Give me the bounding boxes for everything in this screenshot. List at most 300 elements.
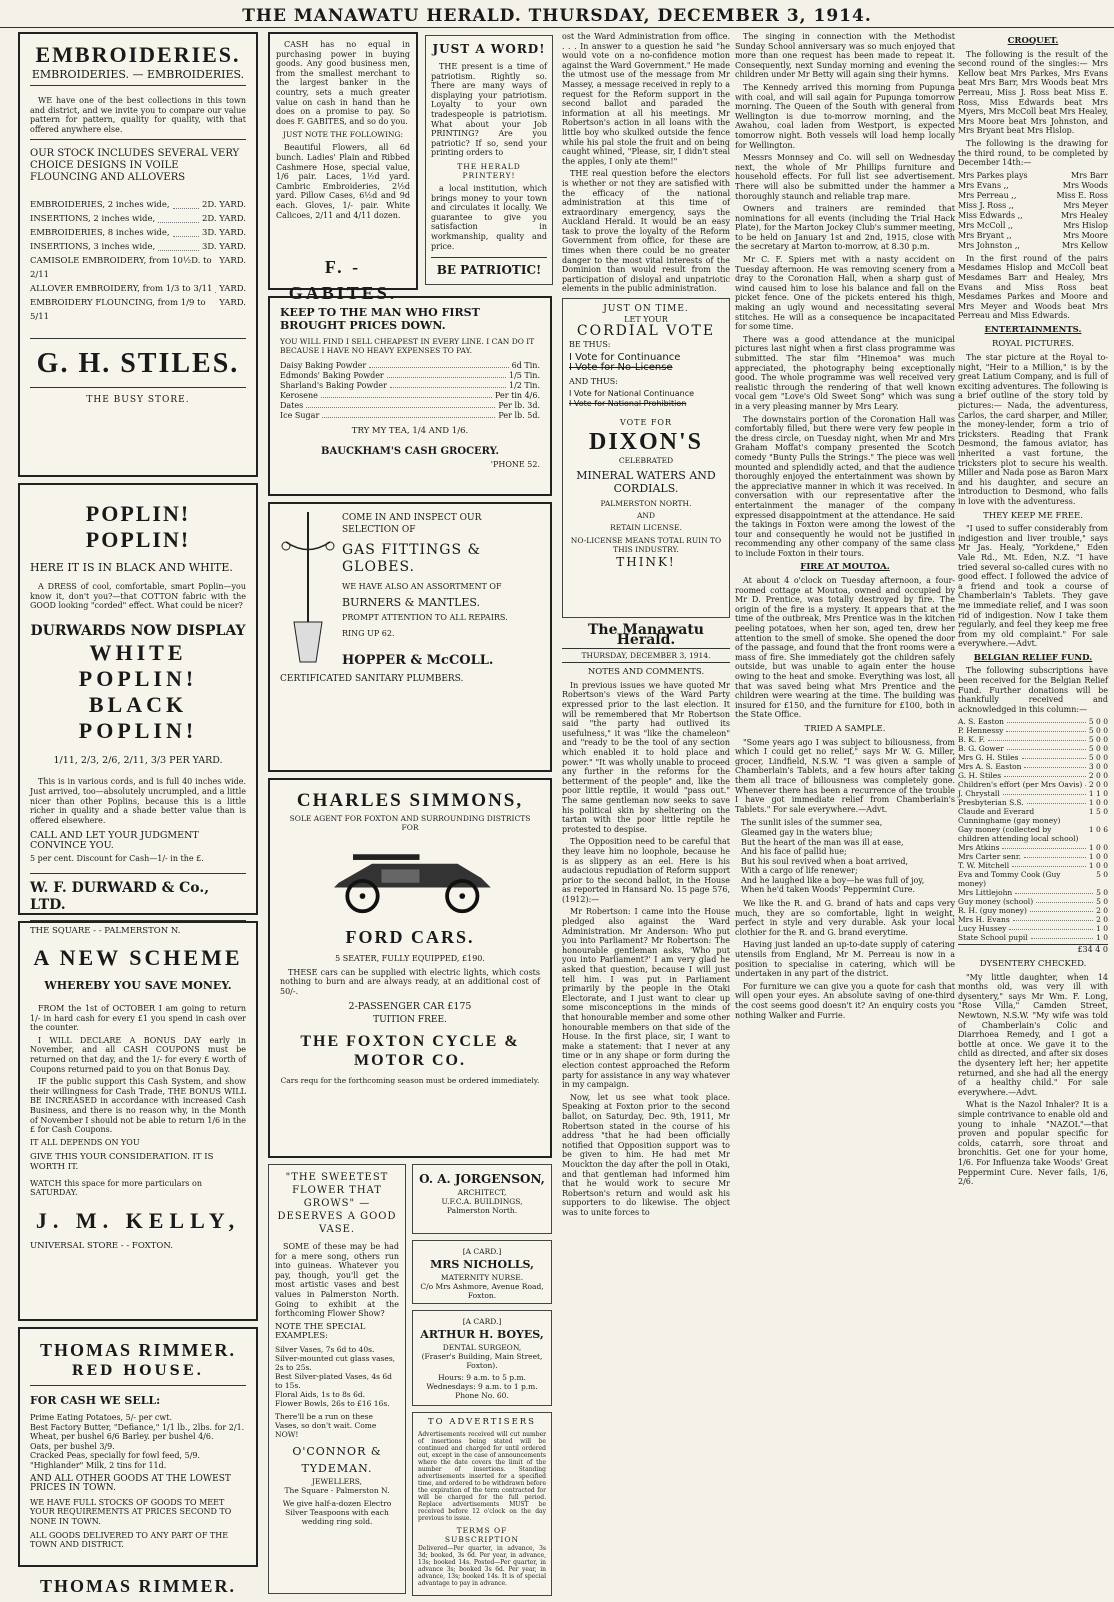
- stiles-item-row: [30, 226, 246, 240]
- simmons-cycle: THE FOXTON CYCLE & MOTOR CO.: [300, 1032, 520, 1069]
- subscription-name: Mrs H. Evans: [958, 915, 1010, 925]
- paper-date: THURSDAY, DECEMBER 3, 1914.: [562, 648, 730, 663]
- stiles-item-value: YARD.: [219, 298, 246, 309]
- durward-title: POPLIN! POPLIN!: [85, 501, 191, 552]
- vote-v2-struck: I Vote for National Prohibition: [569, 398, 687, 408]
- bauckham-item-name: Ice Sugar: [280, 411, 320, 420]
- bauckham-item-name: Edmonds' Baking Powder: [280, 371, 384, 380]
- subscription-row: [958, 933, 1108, 942]
- subscription-value: 2 0: [1096, 906, 1108, 916]
- subscriptions-total: £34 4 0: [958, 944, 1108, 955]
- croquet-p3: In the first round of the pairs Mesdames Hislop and McColl beat Mesdames Barr and Healey, Mrs Evans and Miss Ross beat Mesdames Parkes and Moore and Mrs Meyer and Woods beat Mrs Perreau and Miss Edwards.: [958, 253, 1108, 321]
- croquet-pair: [958, 201, 1108, 211]
- bauckham-tea: TRY MY TEA, 1/4 AND 1/6.: [351, 426, 469, 436]
- local-p5: Mr C. F. Spiers met with a nasty accident on Tuesday afternoon. He was removing scenery from a dray to the Coronation Hall, when a sharp gust of wind caused him to lose his balance and fall on the picket fence. One of the pickets entered his thigh, making an ugly wound and necessitating several stitches. He will as a consequence be incapacitated for some time.: [735, 255, 955, 332]
- bauckham-item-row: [280, 401, 540, 411]
- bauckham-item-value: 1/2 Tin.: [508, 381, 540, 390]
- subscription-value: 2 0 0: [1088, 771, 1108, 781]
- subscription-value: 1 0 0: [1088, 852, 1108, 862]
- subscription-row: [958, 870, 1108, 888]
- subscription-name: Gay money (collected by children attending local school): [958, 825, 1079, 844]
- dixon-vote-ad: [562, 298, 730, 618]
- just-a-word-body: THE present is a time of patriotism. Rightly so. There are many ways of displaying your patriotism. Loyalty to your own tradespeople is patriotism. What about your Job PRINTING? Are you patriotic? If so, send your printing orders to: [431, 62, 547, 158]
- oconnor-note: NOTE THE SPECIAL EXAMPLES:: [275, 1321, 366, 1341]
- local-p10: For furniture we can give you a quote for cash that will open your eyes. An absolute saving of one-third the cost seems good doesn't it? An enquiry costs you nothing Walker and Furrie.: [735, 981, 955, 1020]
- stiles-item-value: 3D. YARD.: [201, 242, 246, 253]
- dixon-retain: RETAIN LICENSE.: [610, 522, 682, 532]
- oconnor-items: [275, 1345, 399, 1408]
- subscription-value: 5 0: [1096, 870, 1108, 880]
- jorgenson-role: ARCHITECT,: [457, 1188, 507, 1197]
- croquet-p1: The following is the result of the second round of the singles:— Mrs Kellow beat Mrs Parkes, Mrs Evans beat Mrs Barr, Mrs Woods beat Mrs Perreau, Miss J. Ross beat Miss E. Ross, Miss Edwards beat Mrs Myers, Mrs McColl beat Mrs Healey, Mrs Moore beat Mrs Johnston, and Mrs Bryant beat Mrs Hislop.: [958, 49, 1108, 136]
- durward-discount: 5 per cent. Discount for Cash—1/- in the £.: [30, 853, 204, 863]
- bauckham-item-name: Dates: [280, 401, 304, 410]
- subscription-title: TERMS OF SUBSCRIPTION: [444, 1525, 520, 1545]
- croquet-player: Miss J. Ross ,,: [958, 200, 1014, 210]
- belgian-body: The following subscriptions have been received for the Belgian Relief Fund. Further donations will be thankfully received and acknowledged in this column:—: [958, 666, 1108, 714]
- hopper-gas: GAS FITTINGS & GLOBES.: [342, 542, 481, 575]
- oconnor-title: "THE SWEETEST FLOWER THAT GROWS" — DESERVES A GOOD VASE.: [277, 1172, 397, 1235]
- bauckham-item-value: Per lb. 5d.: [498, 411, 540, 420]
- column-1: [18, 32, 258, 1596]
- subscription-row: [958, 807, 1108, 825]
- subscription-value: 3 0 0: [1088, 762, 1108, 772]
- oconnor-give: We give half-a-dozen Electro Silver Teaspoons with each wedding ring sold.: [282, 1498, 392, 1526]
- subscription-name: Mrs Atkins: [958, 843, 1000, 853]
- bauckham-item-value: Per tin 4/6.: [494, 391, 540, 400]
- local-p3: Messrs Monnsey and Co. will sell on Wednesday next, the whole of Mr Phillips furniture and household effects. For full list see advertisement. There will also be submitted under the hammer a thoroughly staunch and reliable trap mare.: [735, 153, 955, 201]
- croquet-player: Mrs Perreau ,,: [958, 190, 1017, 200]
- local-p7: The downstairs portion of the Coronation Hall was comfortably filled, but there were very few people in the dress circle, on Tuesday night, when Mr and Mrs Graham Moffat's company presented the Scotch comedy "Bunty Pulls the Strings." The piece was well mounted and splendidly acted, and that the audience thoroughly enjoyed the entertainment was shown by the appreciative manner in which it was received. In conversation with our representative after the entertainment the manager of the company expressed disappointment at the attendance. He said the takings in Foxton were among the lowest of the tour and consequently he would not be justified in recommending any other company of the same class to include Foxton in their tours.: [735, 414, 955, 558]
- tried-heading: TRIED A SAMPLE.: [804, 723, 886, 734]
- hopper-burners: BURNERS & MANTLES.: [342, 595, 481, 609]
- subscription-row: [958, 771, 1108, 780]
- subscription-value: 1 0 0: [1088, 843, 1108, 853]
- notes-p1: In previous issues we have quoted Mr Robertson's views of the Ward Party expressed prior to the last election. It will be remembered that Mr Robertson said "the party had outlived its usefulness," it was "like the chameleon" and "ready to be the tool of any section which enabled it to hold place and power." "It was wholly unable to proceed any further in the reforms for the betterment of the people" and, like the poor little reptile, it would "pass out." The same gentleman now seeks to save his political skin by sheltering on the tartan with the poor little reptile he protested to despise.: [562, 680, 730, 834]
- poem-line: The sunlit isles of the summer sea,: [741, 818, 883, 828]
- subscription-value: 5 0 0: [1088, 717, 1108, 727]
- tried-body: "Some years ago I was subject to biliousness, from which I could get no relief," says Mr W. G. Miller, grocer, Lindfield, N.S.W. "I was given a sample of Chamberlain's Tablets, and a few hours after taking them all trace of biliousness was completely gone. Whenever there has been a recurrence of the trouble I have got immediate relief from Chamberlain's Tablets." For sale everywhere.—Advt.: [735, 737, 955, 814]
- jorgenson-addr: U.F.C.A. BUILDINGS, Palmerston North.: [441, 1197, 523, 1215]
- nicholls-card: [412, 1240, 552, 1304]
- boyes-hours: Hours: 9 a.m. to 5 p.m. Wednesdays: 9 a.m. to 1 p.m.: [426, 1373, 538, 1391]
- boyes-name: ARTHUR H. BOYES,: [420, 1328, 544, 1341]
- nicholls-name: MRS NICHOLLS,: [430, 1258, 534, 1271]
- vote-be: BE THUS:: [569, 339, 611, 349]
- subscription-body: Delivered—Per quarter, in advance, 3s 3d; booked, 3s 6d. Per year, in advance, 13s; booked 14s. Posted—Per quarter, in advance 3s; booked 3s 6d. Per year, in advance, 13s; booked 14s. It is of special advantage to pay in advance.: [418, 1544, 546, 1587]
- subscription-row: [958, 789, 1108, 798]
- rimmer-item: Wheat, per bushel 6/6 Barley. per bushel 4/6.: [30, 1432, 214, 1442]
- bauckham-item-name: Kerosene: [280, 391, 318, 400]
- gas-fitting-illustration: [280, 512, 336, 672]
- stiles-item-name: ALLOVER EMBROIDERY, from 1/3 to 3/11: [30, 284, 213, 295]
- local-p1: The singing in connection with the Methodist Sunday School anniversary was so much enjoyed that more than one request has been made to repeat it. Consequently, next Sunday morning and evening the children under Mr Betty will again sing their hymns.: [735, 32, 955, 80]
- croquet-p2: The following is the drawing for the third round, to be completed by December 14th:—: [958, 138, 1108, 168]
- column-3: [562, 32, 730, 1572]
- oconnor-item: Silver Vases, 7s 6d to 40s.: [275, 1344, 375, 1354]
- simmons-title: CHARLES SIMMONS,: [296, 790, 524, 811]
- croquet-pair: [958, 241, 1108, 251]
- stiles-item-value: 2D. YARD.: [201, 214, 246, 225]
- stiles-item-name: EMBROIDERIES, 2 inches wide,: [30, 200, 170, 211]
- subscription-row: [958, 888, 1108, 897]
- subscription-row: [958, 753, 1108, 762]
- subscriptions-list: [958, 717, 1108, 942]
- subscription-row: [958, 825, 1108, 843]
- stiles-intro: WE have one of the best collections in this town and district, and we invite you to compare our value pattern for pattern, quality for quality, with that offered anywhere else.: [30, 96, 246, 134]
- subscription-value: 1 0 6: [1088, 825, 1108, 835]
- kelly-p5: GIVE THIS YOUR CONSIDERATION. IT IS WORTH IT.: [30, 1152, 214, 1172]
- croquet-opponent: Mrs Meyer: [1063, 200, 1108, 210]
- subscription-value: 2 0: [1096, 915, 1108, 925]
- gabites-name: F. - GABITES.: [288, 257, 398, 304]
- paper-name: The Manawatu Herald.: [588, 622, 704, 648]
- hopper-prompt: PROMPT ATTENTION TO ALL REPAIRS.: [342, 613, 508, 623]
- simmons-cars: Cars requ for the forthcoming season must be ordered immediately.: [280, 1075, 540, 1085]
- rimmer-items: [30, 1413, 246, 1471]
- belgian-heading: BELGIAN RELIEF FUND.: [973, 652, 1093, 663]
- vote-let: LET YOUR: [624, 314, 668, 324]
- hopper-also: WE HAVE ALSO AN ASSORTMENT OF: [342, 582, 502, 591]
- croquet-player: Mrs Johnston ,,: [958, 240, 1020, 250]
- nicholls-addr: C/o Mrs Ashmore, Avenue Road, Foxton.: [420, 1282, 544, 1300]
- croquet-draw: [958, 171, 1108, 251]
- croquet-opponent: Mrs Moore: [1062, 230, 1108, 240]
- notes-p2: The Opposition need to be careful that they leave him no loophole, because he is as slippery as an eel. Here is his audacious repudiation of Reform support prior to the second ballot, in the House as reported in Hansard No. 15 page 576, (1912):—: [562, 837, 730, 904]
- subscription-name: Guy money (school): [958, 897, 1034, 907]
- subscription-row: [958, 906, 1108, 915]
- royal-body: The star picture at the Royal to-night, "Heir to a Million," is by the great Latium Company, and is full of exciting adventures. The following is a brief outline of the story told by pictures:— Nada, the adventuress, Carlos, the card sharper, and Miller, the money-lender, form a trio of tricksters. Reading that Frank Desmond, the famous aviator, has inherited a vast fortune, the tricksters plot to secure his wealth. Miller and Nada pose as Baron Marx and his daughter, and secure an introduction to Desmond, who falls in love with the adventuress.: [958, 353, 1108, 506]
- stiles-item-row: [30, 212, 246, 226]
- stiles-stock: OUR STOCK INCLUDES SEVERAL VERY CHOICE DESIGNS IN VOILE FLOUNCING AND ALLOVERS: [30, 148, 240, 184]
- bauckham-ad: [268, 296, 552, 496]
- stiles-item-name: CAMISOLE EMBROIDERY, from 10½D. to 2/11: [30, 256, 212, 281]
- durward-address: THE SQUARE - - PALMERSTON N.: [30, 920, 246, 937]
- stiles-item-name: EMBROIDERIES, 8 inches wide,: [30, 228, 170, 239]
- poem-line: But the heart of the man was ill at ease,: [741, 837, 904, 847]
- just-a-word-title: JUST A WORD!: [432, 42, 546, 56]
- stiles-name: G. H. STILES.: [30, 338, 246, 381]
- croquet-pair: [958, 221, 1108, 231]
- vote-and: AND THUS:: [569, 376, 618, 386]
- kelly-p4: IT ALL DEPENDS ON YOU: [30, 1137, 140, 1147]
- oconnor-name: O'CONNOR & TYDEMAN.: [292, 1444, 382, 1475]
- boyes-card: [412, 1310, 552, 1406]
- oconnor-body: SOME of these may be had for a mere song, others run into guineas. Whatever you pay, though, you'll get the most artistic vases and best values in Palmerston North. Going to exhibit at the forthcoming Flower Show?: [275, 1242, 399, 1319]
- subscription-row: [958, 762, 1108, 771]
- oconnor-rest: There'll be a run on these Vases, so don't wait. Come NOW!: [275, 1411, 377, 1439]
- poem-line: With a cargo of life renewer;: [741, 866, 858, 876]
- croquet-opponent: Mrs Kellow: [1062, 240, 1108, 250]
- subscription-row: [958, 924, 1108, 933]
- subscription-name: Mrs Littlejohn: [958, 888, 1013, 898]
- dixon-nolicense: NO-LICENSE MEANS TOTAL RUIN TO THIS INDUSTRY.: [570, 535, 722, 554]
- subscription-value: 1 5 0: [1088, 807, 1108, 817]
- be-patriotic: BE PATRIOTIC!: [431, 257, 547, 279]
- oconnor-item: Best Silver-plated Vases, 4s 6d to 15s.: [275, 1371, 392, 1390]
- nicholls-role: MATERNITY NURSE.: [440, 1273, 524, 1282]
- gabites-intro: CASH has no equal in purchasing power in buying goods. Any good business men, from the smallest merchant to the largest banker in the country, sets a much greater value on cash in hand than he does on a promise to pay. So does F. GABITES, and so do you.: [276, 40, 410, 126]
- croquet-opponent: Mrs Hislop: [1063, 220, 1108, 230]
- croquet-pair: [958, 191, 1108, 201]
- subscription-value: 5 0 0: [1088, 726, 1108, 736]
- subscription-name: Mrs A. S. Easton: [958, 762, 1022, 772]
- bauckham-item-row: [280, 371, 540, 381]
- croquet-player: Mrs Parkes plays: [958, 170, 1028, 180]
- oconnor-addr: The Square - Palmerston N.: [284, 1485, 390, 1495]
- local-p8: We like the R. and G. brand of hats and caps very much, they are so comfortable, light in weight, perfect in style and very durable. Ask your local clothier for the R. and G. brand everytime.: [735, 899, 955, 937]
- subscription-name: T. W. Mitchell: [958, 861, 1010, 871]
- bauckham-item-row: [280, 391, 540, 401]
- durward-display: DURWARDS NOW DISPLAY: [30, 622, 246, 639]
- subscription-value: 5 0 0: [1088, 753, 1108, 763]
- hopper-ad: [268, 502, 552, 772]
- hopper-certified: CERTIFICATED SANITARY PLUMBERS.: [280, 674, 464, 685]
- durward-ad: [18, 483, 258, 937]
- just-a-word-ad: [425, 35, 553, 285]
- peppermint-poem: [735, 818, 955, 895]
- subscription-name: Children's effort (per Mrs Oavis): [958, 780, 1083, 790]
- kelly-p3: IF the public support this Cash System, and show their willingness for Cash Trade, THE BONUS WILL BE INCREASED in accordance with increased Cash Business, and there is no reason why, in the Month of November I should not be able to return 1/6 in the £ for Cash Coupons.: [30, 1077, 246, 1135]
- column-4: [735, 32, 955, 1572]
- bauckham-name: BAUCKHAM'S CASH GROCERY.: [321, 445, 499, 457]
- boyes-addr: (Fraser's Building, Main Street, Foxton).: [421, 1352, 543, 1370]
- rimmer-item: "Highlander" Milk, 2 tins for 11d.: [30, 1460, 167, 1470]
- subscription-value: 2 0 0: [1088, 780, 1108, 790]
- kelly-p1: FROM the 1st of OCTOBER I am going to return 1/- in hard cash for every £1 you spend in cash over the counter.: [30, 1004, 246, 1033]
- durward-intro: A DRESS of cool, comfortable, smart Poplin—you know it, don't you?—that COTTON fabric with the GOOD looking "corded" effect. What could be nicer?: [30, 582, 246, 611]
- poem-line: And he laughed like a boy—he was full of joy,: [741, 875, 925, 885]
- subscription-value: 5 0 0: [1088, 735, 1108, 745]
- subscription-name: P. Hennessy: [958, 726, 1004, 736]
- rimmer-item: Best Factory Butter, "Defiance," 1/1 lb., 2lbs. for 2/1.: [30, 1422, 245, 1432]
- croquet-opponent: Mrs Barr: [1071, 170, 1108, 180]
- rimmer-stocks: WE HAVE FULL STOCKS OF GOODS TO MEET YOUR REQUIREMENTS AT PRICES SECOND TO NONE IN TOWN.: [30, 1497, 232, 1526]
- subscription-value: 1 1 0: [1088, 789, 1108, 799]
- stiles-subtitle: EMBROIDERIES. — EMBROIDERIES.: [30, 68, 246, 86]
- croquet-opponent: Miss E. Ross: [1056, 190, 1108, 200]
- vote-just: JUST ON TIME.: [603, 304, 689, 315]
- subscription-name: Mrs Carter senr.: [958, 852, 1021, 862]
- masthead: THE MANAWATU HERALD. THURSDAY, DECEMBER 3, 1914.: [0, 0, 1114, 28]
- local-p4: Owners and trainers are reminded that nominations for all events (including the Trial Hack Plate), for the Marton Jockey Club's summer meeting, to be held on January 1st and 2nd, 1915, close with the secretary at Marton to-morrow, at 8.30 p.m.: [735, 204, 955, 252]
- local-p6: There was a good attendance at the municipal pictures last night when a first class programme was submitted. The star film "Hinemoa" was much appreciated, the photography being exceptionally good. The whole programme was well received very realistic through the rendering of that well known vocal gem "Love's Old Sweet Song" which was sung in a very pleasing manner by Mrs Leary.: [735, 334, 955, 411]
- dixon-celebrated: CELEBRATED: [618, 455, 674, 465]
- nazol-body: What is the Nazol Inhaler? It is a simple contrivance to enable old and young to inhale "NAZOL"—that proven and popular specific for colds, catarrh, sore throat and bronchitis. Get one for your home, 1/6. For Influenza take Woods' Great Peppermint Cure. Never fails, 1/6, 2/6.: [958, 1100, 1108, 1187]
- stiles-item-row: [30, 198, 246, 212]
- subscription-row: [958, 861, 1108, 870]
- croquet-heading: CROQUET.: [1007, 36, 1059, 46]
- boyes-role: DENTAL SURGEON,: [442, 1343, 522, 1352]
- dixon-pn: PALMERSTON NORTH.: [600, 498, 692, 508]
- bauckham-item-row: [280, 381, 540, 391]
- subscription-name: Eva and Tommy Cook (Guy money): [958, 870, 1061, 889]
- croquet-pair: [958, 211, 1108, 221]
- bauckham-item-name: Daisy Baking Powder: [280, 361, 367, 370]
- durward-black: BLACK POPLIN!: [78, 691, 198, 743]
- subscription-row: [958, 726, 1108, 735]
- subscription-row: [958, 780, 1108, 789]
- bauckham-price-list: [280, 361, 540, 421]
- simmons-seater: 5 SEATER, FULLY EQUIPPED, £190.: [335, 954, 485, 963]
- stiles-item-name: INSERTIONS, 2 inches wide,: [30, 214, 156, 225]
- croquet-player: Miss Edwards ,,: [958, 210, 1023, 220]
- croquet-pair: [958, 231, 1108, 241]
- subscription-name: Presbyterian S.S.: [958, 798, 1024, 808]
- fire-body: At about 4 o'clock on Tuesday afternoon, a four-roomed cottage at Moutoa, owned and occupied by Mr D. Prentice, was totally destroyed by fire. The origin of the fire is a mystery. It appears that at the time of the outbreak, Mrs Prentice was in the kitchen peeling potatoes, when her son, aged ten, drew her attention to the smell of smoke. She opened the door of the passage, and found that the front rooms were a mass of fire. She immediately got the children safely outside, but was unable to again enter the house owing to the heat and smoke. Everything was lost, all that was saved being what Mrs Prentice and the children were wearing at the time. The building was insured for £150, and the furniture for £100, both in the State Office.: [735, 576, 955, 720]
- just-a-word-body-2: a local institution, which brings money to your town and circulates it locally. We guarantee to give you satisfaction in workmanship, quality and price.: [431, 183, 547, 251]
- poem-line: And his face of pallid hue;: [741, 847, 847, 857]
- rimmer-item: Prime Eating Potatoes, 5/- per cwt.: [30, 1413, 172, 1422]
- simmons-tuition: TUITION FREE.: [373, 1014, 447, 1025]
- croquet-player: Mrs McColl ,,: [958, 220, 1014, 230]
- rimmer-cash: FOR CASH WE SELL:: [30, 1394, 161, 1407]
- bauckham-item-row: [280, 361, 540, 371]
- col3-p2: THE real question before the electors is whether or not they are satisfied with the efficacy of the national administration at this time of extraordinary emergency, says the Auckland Herald. It would be an easy task to prove the loyalty of the Reform Government from office, for these are times when there could be no greater danger to the most vital interests of the Dominion than would result from the participation of disloyal and unpatriotic elements in the public administration.: [562, 169, 730, 294]
- subscription-row: [958, 744, 1108, 753]
- kelly-p6: WATCH this space for more particulars on SATURDAY.: [30, 1178, 203, 1198]
- durward-desc: This is in various cords, and is full 40 inches wide. Just arrived, too—absolutely uncrumpled, and a little nicer than other Poplins, because this is a little richer in quality and a shade better value than is offered elsewhere.: [30, 777, 246, 825]
- subscription-row: [958, 897, 1108, 906]
- subscription-row: [958, 717, 1108, 726]
- croquet-opponent: Mrs Woods: [1062, 180, 1108, 190]
- gabites-note: JUST NOTE THE FOLLOWING:: [282, 130, 404, 140]
- simmons-ford: FORD CARS.: [345, 927, 475, 947]
- simmons-body: THESE cars can be supplied with electric lights, which costs nothing to burn and are always ready, at an additional cost of 50/-.: [280, 967, 540, 996]
- entertainments-heading: ENTERTAINMENTS.: [984, 324, 1082, 335]
- dysentery-heading: DYSENTERY CHECKED.: [979, 959, 1087, 970]
- rimmer-all: AND ALL OTHER GOODS AT THE LOWEST PRICES IN TOWN.: [30, 1473, 231, 1494]
- stiles-title: EMBROIDERIES.: [35, 42, 241, 67]
- stiles-tag: THE BUSY STORE.: [30, 387, 246, 406]
- kelly-ad: [18, 921, 258, 1321]
- hopper-ring: RING UP 62.: [342, 628, 395, 638]
- bauckham-sub: YOU WILL FIND I SELL CHEAPEST IN EVERY LINE. I CAN DO IT BECAUSE I HAVE NO HEAVY EXPENSES TO PAY.: [280, 337, 535, 355]
- subscription-row: [958, 843, 1108, 852]
- kept-body: "I used to suffer considerably from indigestion and liver trouble," says Mr Jas. Healy, "Yorkdene," Eden Vale Rd., Mt. Eden, N.Z. "I have tried several so-called cures with no good effect. I followed the advice of a friend and took a course of Chamberlain's Tablets. They gave me immediate relief, and I was soon rid of indigestion. Now I take them regularly, and feel they keep me free from my old complaint." For sale everywhere.—Advt.: [958, 524, 1108, 649]
- rimmer-ad: [18, 1327, 258, 1567]
- stiles-item-value: 2D. YARD.: [201, 200, 246, 211]
- hopper-name: HOPPER & McCOLL.: [342, 653, 494, 669]
- poem-line: Gleamed gay in the waters blue;: [741, 827, 873, 837]
- gabites-body: Beautiful Flowers, all 6d bunch. Ladies' Plain and Ribbed Cashmere Hose, special value, 1/6 pair. Laces, 1½d yard. Cambric Embroideries, 2½d yard. Pillow Cases, 6½d and 9d each. Gloves, 1/- pair. White Calicoes, 2/11 and 4/11 dozen.: [276, 143, 410, 220]
- royal-heading: ROYAL PICTURES.: [991, 339, 1075, 350]
- oconnor-ad: [268, 1164, 406, 1594]
- subscription-row: [958, 852, 1108, 861]
- subscription-value: 1 0: [1096, 933, 1108, 943]
- subscription-name: Claude and Everard Cunninghame (gay money): [958, 807, 1061, 826]
- column-5: [958, 32, 1108, 1572]
- dixon-name: DIXON'S: [588, 428, 704, 455]
- vote-for: VOTE FOR: [619, 418, 673, 428]
- bauckham-item-value: Per lb. 3d.: [498, 401, 540, 410]
- rimmer-item: Cracked Peas, specially for fowl feed, 5/9.: [30, 1451, 201, 1461]
- durward-sub: HERE IT IS IN BLACK AND WHITE.: [30, 561, 233, 574]
- simmons-sub: SOLE AGENT FOR FOXTON AND SURROUNDING DISTRICTS FOR: [289, 814, 531, 832]
- oconnor-jewel: JEWELLERS,: [311, 1476, 362, 1486]
- boyes-phone: Phone No. 60.: [455, 1391, 509, 1400]
- hopper-intro: COME IN AND INSPECT OUR SELECTION OF: [342, 513, 482, 535]
- nicholls-card-label: [A CARD.]: [462, 1247, 502, 1256]
- stiles-item-row: [30, 240, 246, 254]
- subscription-name: J. Chrystall: [958, 789, 1000, 799]
- fire-heading: FIRE AT MOUTOA.: [800, 562, 890, 573]
- oconnor-item: Silver-mounted cut glass vases, 2s to 25s.: [275, 1353, 396, 1372]
- croquet-opponent: Mrs Healey: [1061, 210, 1108, 220]
- subscription-value: 5 0 0: [1088, 744, 1108, 754]
- subscription-name: Mrs G. H. Stiles: [958, 753, 1019, 763]
- vote-cordial: CORDIAL VOTE: [576, 323, 716, 340]
- subscription-row: [958, 735, 1108, 744]
- subscription-name: G. H. Stiles: [958, 771, 1002, 781]
- notes-heading: NOTES AND COMMENTS.: [587, 667, 705, 678]
- stiles-ad: [18, 32, 258, 477]
- herald-printery: THE HERALD PRINTERY!: [457, 161, 521, 180]
- rimmer-sub: RED HOUSE.: [30, 1363, 246, 1386]
- durward-prices: 1/11, 2/3, 2/6, 2/11, 3/3 PER YARD.: [53, 754, 223, 766]
- kelly-p2: I WILL DECLARE A BONUS DAY early in November, and all CASH COUPONS must be returned on that day, and the 1/- for every £ worth of Coupons returned paid to you on that Bonus Day.: [30, 1035, 246, 1074]
- bauckham-phone: 'PHONE 52.: [490, 459, 540, 469]
- bauckham-item-value: 1/5 Tin.: [508, 371, 540, 380]
- durward-name: W. F. DURWARD & Co., LTD.: [30, 873, 246, 914]
- subscription-value: 5 0: [1096, 888, 1108, 898]
- subscription-name: B. G. Gower: [958, 744, 1004, 754]
- jorgenson-name: O. A. JORGENSON,: [419, 1172, 545, 1186]
- rimmer-title: THOMAS RIMMER.: [40, 1340, 236, 1360]
- subscription-value: 1 0 0: [1088, 861, 1108, 871]
- dixon-and: AND: [637, 510, 655, 520]
- subscription-row: [958, 915, 1108, 924]
- bauckham-item-row: [280, 411, 540, 421]
- stiles-item-value: YARD.: [219, 284, 246, 295]
- vote-v1-struck: I Vote for No-License: [569, 362, 673, 373]
- dysentery-body: "My little daughter, when 14 months old, was very ill with dysentery," says Mr Wm. F. Long, "Rose Villa," Camden Street, Newtown, N.S.W. "My wife was told of Chamberlain's Colic and Diarrhoea Remedy, and I got a bottle at once. We gave it to the child as directed, and after six doses the dysentery left her; her appetite returned, and she had all the energy of a healthy child." For sale everywhere.—Advt.: [958, 972, 1108, 1097]
- local-p9: Having just landed an up-to-date supply of catering utensils from England, Mr M. Perreau is now in a position to specialise in catering, which will be undertaken in any part of the district.: [735, 940, 955, 979]
- kelly-title: A NEW SCHEME: [33, 945, 243, 970]
- notes-p4: Now, let us see what took place. Speaking at Foxton prior to the second ballot, on Saturday, Dec. 9th, 1911, Mr Robertson stated in the course of his address "that he had been officially notified that Opposition support was to be given to him. He had met Mr Mouckton the day after the poll in Otaki, and that gentleman had informed him that he would work to secure Mr Robertson's return and would ask his supporters to do likewise. The object was to unite forces to: [562, 1092, 730, 1217]
- stiles-item-value: YARD.: [219, 256, 246, 267]
- oconnor-item: Flower Bowls, 26s to £16 16s.: [275, 1398, 390, 1408]
- bauckham-item-name: Sharland's Baking Powder: [280, 381, 387, 390]
- subscription-name: R. H. (guy money): [958, 906, 1027, 916]
- subscription-name: A. S. Easton: [958, 717, 1004, 727]
- local-p2: The Kennedy arrived this morning from Pupunga with coal, and will sail again for Pupunga tomorrow morning. The Queen of the South with general from Wellington is due to-morrow morning, and the Awahou, coal laden from Westport, is expected tomorrow night. Both vessels will load hemp locally for Wellington.: [735, 82, 955, 150]
- durward-white: WHITE POPLIN!: [78, 639, 198, 691]
- vote-v2: I Vote for National Continuance: [569, 389, 695, 399]
- advertisers-title: TO ADVERTISERS: [427, 1417, 536, 1427]
- poem-line: When he'd taken Woods' Peppermint Cure.: [741, 885, 916, 895]
- croquet-pair: [958, 181, 1108, 191]
- rimmer-delivered: ALL GOODS DELIVERED TO ANY PART OF THE TOWN AND DISTRICT.: [30, 1530, 229, 1550]
- croquet-player: Mrs Bryant ,,: [958, 230, 1012, 240]
- rimmer-item: Oats, per bushel 3/9.: [30, 1441, 115, 1451]
- simmons-ad: [268, 778, 552, 1158]
- advertisers-notice: [412, 1412, 552, 1596]
- advertisers-body: Advertisements received will cut number of insertions being stated will be continued and charged for until ordered out, except in the case of announcements where the date covers the limit of the number of insertions. Standing advertisements inserted for a specified time, and ordered to be withdrawn before the expiration of the term contracted for will be charged for the full period. Replace advertisements MUST be received before 12 o'clock on the day previous to issue.: [418, 1430, 547, 1522]
- stiles-item-name: EMBROIDERY FLOUNCING, from 1/9 to 5/11: [30, 298, 206, 323]
- bauckham-item-value: 6d Tin.: [511, 361, 540, 370]
- kelly-name: J. M. KELLY,: [35, 1207, 241, 1233]
- dixon-mineral: MINERAL WATERS AND CORDIALS.: [576, 468, 716, 495]
- stiles-item-row: [30, 254, 246, 282]
- gabites-ad: [268, 32, 418, 304]
- subscription-name: State School pupil: [958, 933, 1028, 943]
- dixon-think: THINK!: [616, 554, 676, 569]
- rimmer-footer: THOMAS RIMMER.: [40, 1576, 236, 1596]
- oconnor-item: Floral Aids, 1s to 8s 6d.: [275, 1389, 366, 1399]
- jorgenson-card: [412, 1164, 552, 1234]
- croquet-pair: [958, 171, 1108, 181]
